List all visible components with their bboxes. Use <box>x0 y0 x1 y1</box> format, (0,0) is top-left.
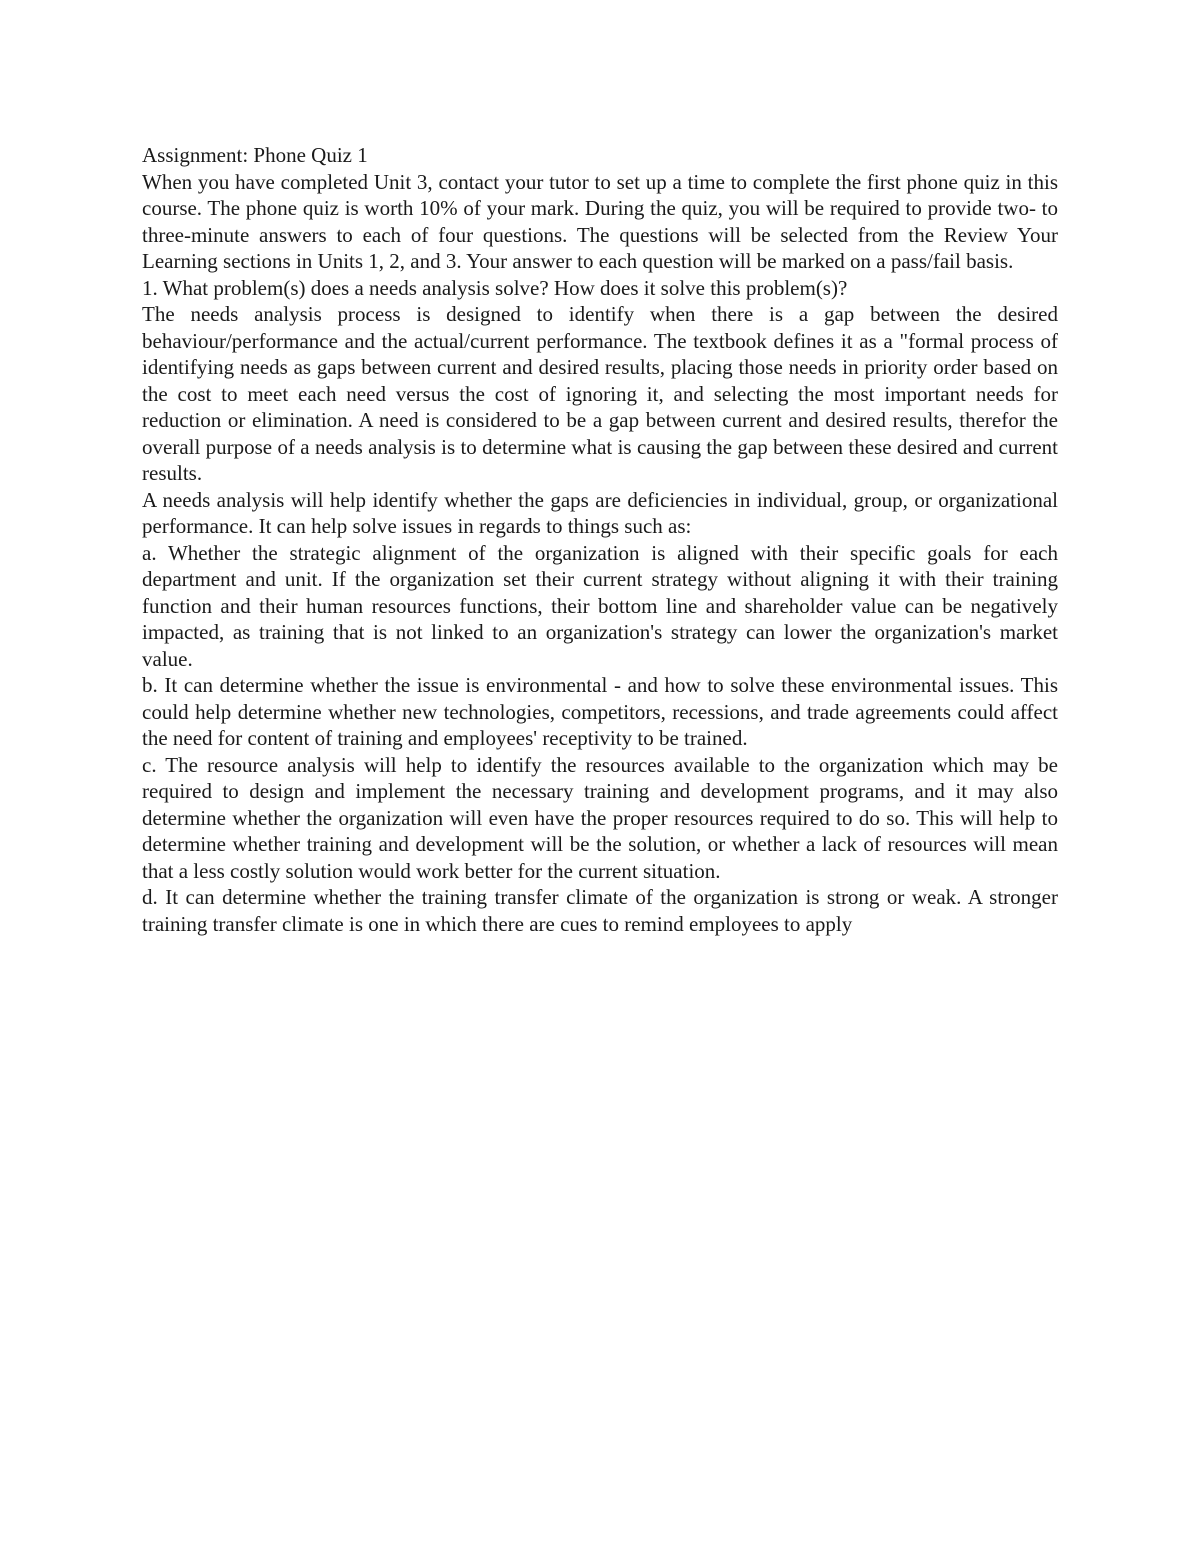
list-item: a. Whether the strategic alignment of the organization is aligned with their specific goals for each department and unit. If the organization set their current strategy without aligning it with their training function and their human resources functions, their bottom line and shareholder value can be negatively impacted, as training that is not linked to an organization's strategy can lower the organization's market value. <box>142 540 1058 671</box>
list-item: d. It can determine whether the training transfer climate of the organization is strong or weak. A stronger training transfer climate is one in which there are cues to remind employees to apply <box>142 885 1058 936</box>
document-title: Assignment: Phone Quiz 1 <box>142 143 368 167</box>
answer-paragraph: The needs analysis process is designed to identify when there is a gap between the desired behaviour/performance and the actual/current performance. The textbook defines it as a "formal process of identifying needs as gaps between current and desired results, placing those needs in priority order based on the cost to meet each need versus the cost of ignoring it, and selecting the most important needs for reduction or elimination. A need is considered to be a gap between current and desired results, therefor the overall purpose of a needs analysis is to determine what is causing the gap between these desired and current results. <box>142 302 1058 485</box>
list-item: b. It can determine whether the issue is environmental - and how to solve these environmental issues. This could help determine whether new technologies, competitors, recessions, and trade agreements could affect the need for content of training and employees' receptivity to be trained. <box>142 673 1058 750</box>
list-item: c. The resource analysis will help to identify the resources available to the organization which may be required to design and implement the necessary training and development programs, and it may also determine whether the organization will even have the proper resources required to do so. This will help to determine whether training and development will be the solution, or whether a lack of resources will mean that a less costly solution would work better for the current situation. <box>142 752 1058 883</box>
question-heading: 1. What problem(s) does a needs analysis solve? How does it solve this problem(s)? <box>142 275 848 300</box>
document-body <box>142 142 1058 937</box>
intro-paragraph: When you have completed Unit 3, contact your tutor to set up a time to complete the first phone quiz in this course. The phone quiz is worth 10% of your mark. During the quiz, you will be required to provide two- to three-minute answers to each of four questions. The questions will be selected from the Review Your Learning sections in Units 1, 2, and 3. Your answer to each question will be marked on a pass/fail basis. <box>142 169 1058 273</box>
answer-paragraph: A needs analysis will help identify whether the gaps are deficiencies in individual, group, or organizational performance. It can help solve issues in regards to things such as: <box>142 487 1058 538</box>
